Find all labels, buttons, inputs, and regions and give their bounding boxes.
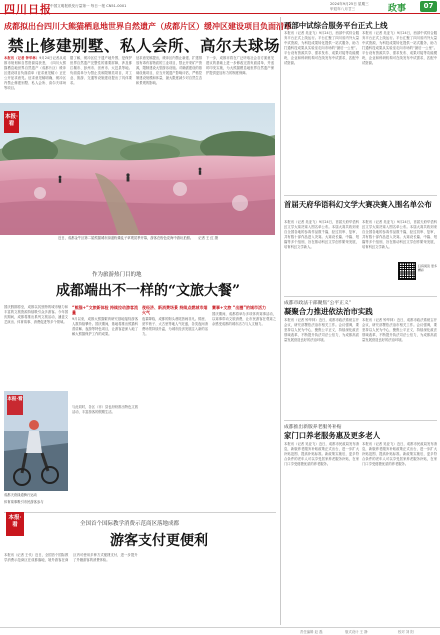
qr-note: 扫码阅读 更多精彩 [418, 264, 437, 272]
bottom-divider [4, 512, 276, 513]
newspaper-logo: 四川日报 [4, 3, 52, 16]
festival-photo-caption: 成都天府绿道骑行运动 [4, 493, 37, 497]
qr-code[interactable] [398, 262, 416, 280]
right-c-text-1: 本报讯（记者 钟华林）近日，成都市政法系统召开会议，研究部署依法治市相关工作。会议强调，要坚持以人民为中心，聚焦公平正义，持续深化政法领域改革，不断提升执法司法公信力，为成都高质量发展营造良好的法治环境。 [284, 318, 359, 342]
festival-col2-text-b: 与此同时，各区（市）县也纷纷推出特色文旅活动，丰富游客的假期生活。 [72, 405, 138, 414]
main-photo-credit: 记者 王 红 摄 [198, 236, 218, 240]
pink-grass-field-image [0, 103, 275, 235]
footer-designer: 版式设计 王 静 [345, 630, 368, 634]
right-divider-3 [284, 420, 437, 421]
right-d-title: 成都推出新版养老服务补贴 [284, 425, 342, 430]
page-number: 07 [420, 1, 437, 12]
right-c-text-2: 本报讯（记者 钟华林）近日，成都市政法系统召开会议，研究部署依法治市相关工作。会议强调，要坚持以人民为中心，聚焦公平正义，持续深化政法领域改革，不断提升执法司法公信力，为成都高质量发展营造良好的法治环境。 [362, 318, 437, 342]
festival-col4-text: 国庆期间，成都将举办多项体育赛事活动，以赛事带动文旅消费，让市民游客在观赛之余感受成都的城市活力与人文魅力。 [212, 312, 276, 326]
masthead [0, 0, 440, 14]
right-c-subtitle: 凝聚合力推进依法治市实践 [284, 307, 373, 316]
festival-section-b: 夜经济、新消费场景 持续点燃城市烟火气 [142, 305, 208, 315]
right-d-text-1: 本报讯（记者 吴亚飞）近日，成都市民政局发布消息，新版养老服务补贴政策正式出台，进一步扩大补贴范围、提高补贴标准。新政策实施后，更多符合条件的老年人可以享受居家养老服务补贴，在家门口享受便捷优质的养老服务。 [284, 442, 359, 466]
issue-date: 2024年9月25日 星期三 [330, 1, 369, 6]
festival-col3 [142, 305, 208, 493]
masthead-info: 中国文明报纸发行量第一 每日一报 CN51-0001 [50, 4, 127, 8]
column-divider [280, 17, 281, 625]
right-b-text-2: 本报讯（记者 吴亚飞）9月24日，首届天府华语科幻文学大赛决赛入围名单公布。本届大赛共收到来自全国各地的参赛作品数千篇，经过初审、复审，共有数十部作品进入决赛。大赛设长篇、中篇、短篇等多个组别，旨在推动科幻文学创作繁荣发展，培育科幻文学新人。 [362, 220, 437, 249]
main-photo [0, 103, 275, 235]
lunar-date: 甲辰年八月廿三 [330, 7, 356, 11]
right-divider-1 [284, 195, 437, 196]
festival-col2 [72, 305, 138, 490]
right-d-text-2: 本报讯（记者 吴亚飞）近日，成都市民政局发布消息，新版养老服务补贴政策正式出台，进一步扩大补贴范围、提高补贴标准。新政策实施后，更多符合条件的老年人可以享受居家养老服务补贴，在家门口享受便捷优质的养老服务。 [362, 442, 437, 466]
right-d-subtitle: 家门口养老服务惠及更多老人 [284, 431, 381, 440]
festival-col2-text-a: 9月以来，成都大熊猫繁育研究基地接待游客人数持续攀升。国庆期间，基地将推出熊猫科普讲解、夜游等特色项目，让游客更深入地了解大熊猫保护工作的成果。 [72, 317, 138, 336]
festival-headline: 成都端出不一样的“文旅大餐” [56, 283, 241, 299]
footer-editor: 责任编辑 赵 磊 [300, 630, 323, 634]
festival-section-a: “熊猫+”文旅新体验 持续拉动游客流量 [72, 305, 139, 315]
lead-headline: 禁止修建别墅、私人会所、高尔夫球场 [8, 36, 281, 55]
lead-body-col2: 据了解，缓冲区位于遗产地外围，是保护世界自然遗产完整性的重要屏障，涉及都江堰市、彭州市、崇州市、大邑县等地。负面清单分为禁止类和限制类项目，对工业、旅游、交通等设施建设提出了具体要求。 [70, 56, 132, 85]
bottom-badge: 本报·看 [6, 512, 24, 536]
photo-badge: 本报·看 [4, 111, 19, 133]
lead-col1-text: 9月24日记者从成都市规划和自然资源局获悉，《四川大熊猫栖息地世界自然遗产（成都片区）缓冲区建设项目负面清单（征求意见稿）》正在公开征求意见。征求意见稿明确，缓冲区内禁止修建别墅、私人会所、高尔夫球场等项目。 [4, 56, 66, 90]
lead-byline: 本报讯（记者 钟华林） [4, 56, 40, 60]
right-b-text-1: 本报讯（记者 吴亚飞）9月24日，首届天府华语科幻文学大赛决赛入围名单公布。本届大赛共收到来自全国各地的参赛作品数千篇，经过初审、复审，共有数十部作品进入决赛。大赛设长篇、中篇、短篇等多个组别，旨在推动科幻文学创作繁荣发展，培育科幻文学新人。 [284, 220, 359, 249]
section-name: 政事 [388, 4, 407, 14]
festival-col4 [212, 305, 276, 488]
festival-photo-footer: 体育赛事吸引市民游客参与 [4, 500, 44, 504]
festival-photo [4, 391, 68, 491]
bottom-text: 本报讯（记者 王代）近日，全国首个国际教学消费示范商区在成都落地，境外游客在商区内可使用多种方式便捷支付，进一步提升了外籍游客的消费体验。 [4, 553, 138, 562]
right-c-title: 成都市政法干部聚焦“公平正义” [284, 301, 352, 306]
festival-col3-text: 夜幕降临，成都的街头巷尾热闹非凡。锦里、宽窄巷子、太古里等地人气旺盛，各类夜间消费场景持续升温，为城市经济发展注入新的活力。 [142, 317, 208, 336]
bottom-headline: 游客支付更便利 [110, 533, 208, 549]
right-a-text-1: 本报讯（记者 吴亚飞）9月24日，西部中试综合服务平台正式上线运行。平台汇聚了四川省内外大量中试资源，为科技成果转化提供一站式服务，助力打通科技成果从实验室走向市场的“最后一公里”。平台设有资源共享、需求发布、成果对接等功能模块，企业和科研机构可在线发布中试需求，匹配中试资源。 [284, 31, 359, 65]
footer-checker: 校对 刘 阳 [398, 630, 414, 634]
photo-badge: 本报·看 [7, 395, 23, 415]
right-divider-2 [284, 296, 437, 297]
festival-subhead: 作为旅游热门目的地 [92, 272, 142, 278]
lead-kicker: 成都拟出台四川大熊猫栖息地世界自然遗产（成都片区）缓冲区建设项目负面清单 [4, 21, 292, 31]
lead-body-col1 [4, 56, 66, 100]
right-a-text-2: 本报讯（记者 吴亚飞）9月24日，西部中试综合服务平台正式上线运行。平台汇聚了四川省内外大量中试资源，为科技成果转化提供一站式服务，助力打通科技成果从实验室走向市场的“最后一公里”。平台设有资源共享、需求发布、成果对接等功能模块，企业和科研机构可在线发布中试需求，匹配中试资源。 [362, 31, 437, 65]
festival-section-c: 赛事+文旅 “出圈”的城市活力 [212, 305, 267, 310]
lead-body-col4: 下一步，成都市将在广泛听取社会各方面意见建议的基础上进一步修改完善负面清单，并适时印发实施，为大熊猫栖息地世界自然遗产保护提供更加有力的制度保障。 [206, 56, 274, 75]
footer-rule [0, 627, 440, 628]
main-photo-caption [40, 236, 236, 241]
right-a-title: 西部中试综合服务平台正式上线 [284, 21, 388, 30]
main-photo-caption-text: 近日，成都金牛区第二届熊猫城市绿道粉黛乱子草观赏季开幕，游客在粉色花海中游玩拍照。 [58, 236, 194, 240]
right-b-title: 首届天府华语科幻文学大赛决赛入围名单公布 [284, 200, 432, 209]
bottom-subhead: 全国首个国际教学消费示范商区落地成都 [80, 521, 180, 527]
festival-col1: 国庆假期将至，成都以其独特的城市魅力和丰富的文旅资源持续吸引众多游客。今年国庆期间，成都将推出系列文旅活动，涵盖文艺演出、体育赛事、消费促进等多个领域。 [4, 305, 68, 324]
lead-body-col3: 征求意见稿提出，缓冲区内禁止新建、扩建排放有毒有害物质的工业项目，禁止开采矿产资源，限制建设大型游乐设施。对确需建设的基础设施项目，应当开展遗产影响评估，严格控制建设规模和体量，最大限度减少对自然生态和景观的影响。 [136, 56, 202, 85]
